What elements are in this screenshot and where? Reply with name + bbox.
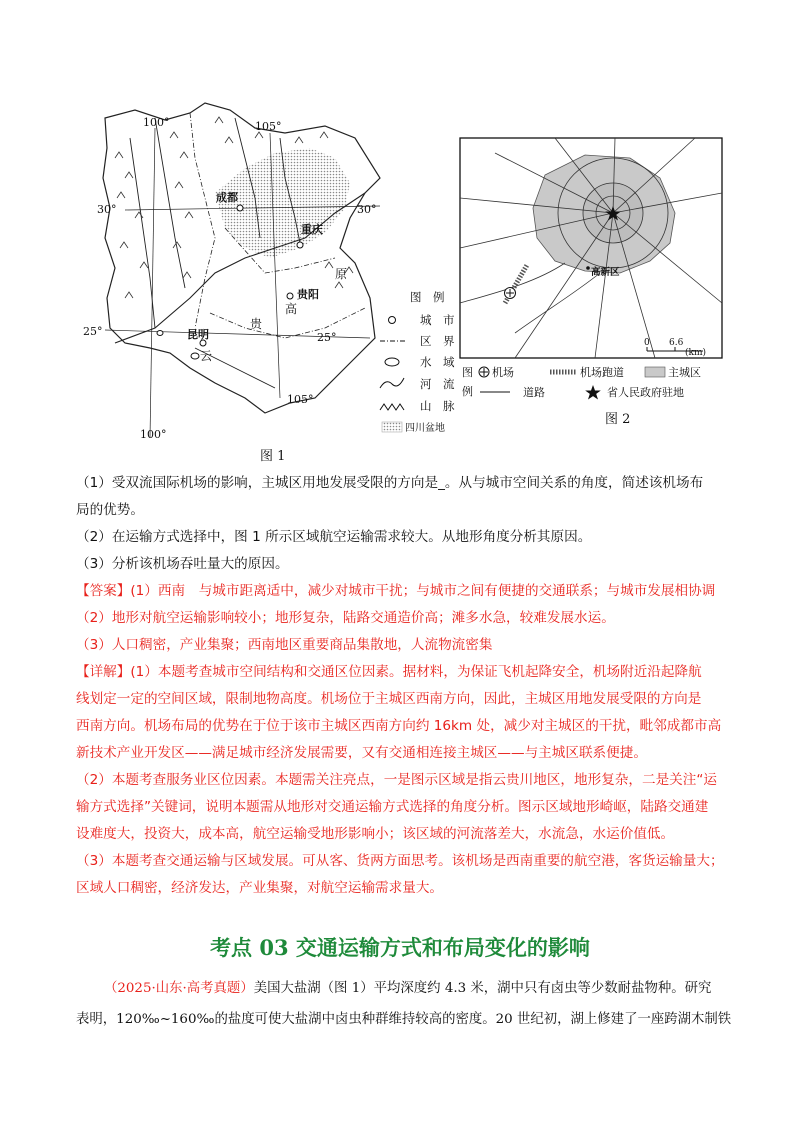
city-chengdu-marker bbox=[237, 205, 243, 211]
label-gao: 高 bbox=[285, 302, 298, 316]
question-1-line-2: 局的优势。 bbox=[76, 502, 144, 518]
label-chongqing: 重庆 bbox=[301, 223, 323, 236]
label-gui: 贵 bbox=[250, 317, 263, 331]
scale-unit: (km) bbox=[685, 348, 707, 358]
legend-airport: 机场 bbox=[492, 366, 514, 379]
legend-main-city: 主城区 bbox=[668, 366, 701, 379]
question-3: （3）分析该机场吞吐量大的原因。 bbox=[76, 556, 289, 572]
label-yun: 云 bbox=[200, 349, 213, 363]
legend-road: 道路 bbox=[523, 386, 545, 399]
fig2-legend-label-1: 图 bbox=[462, 366, 473, 379]
label-guiyang: 贵阳 bbox=[297, 288, 319, 301]
lake bbox=[191, 353, 199, 359]
legend-basin: 四川盆地 bbox=[405, 423, 445, 434]
label-yuan: 原 bbox=[335, 267, 348, 281]
fig1-legend-title: 图 例 bbox=[410, 290, 445, 304]
coord-lon100-top: 100° bbox=[143, 116, 170, 129]
coord-lat30-right: 30° bbox=[357, 203, 377, 216]
label-chengdu: 成都 bbox=[216, 191, 238, 204]
coord-lat25-right: 25° bbox=[317, 331, 337, 344]
coord-lon100-bottom: 100° bbox=[140, 428, 167, 441]
next-question-line-2: 表明，120‰~160‰的盐度可使大盐湖中卤虫种群维持较高的密度。20 世纪初，湖上修建了一座跨湖木制铁 bbox=[76, 1012, 732, 1027]
answer-label: 【答案】 bbox=[76, 583, 131, 599]
detail-2-line-3: 设难度大，投资大，成本高，航空运输受地形影响小；该区域的河流落差大，水流急，水运价值低。 bbox=[76, 826, 675, 842]
legend-city: 城 市 bbox=[420, 313, 455, 327]
city-chongqing-marker bbox=[297, 242, 303, 248]
legend-runway: 机场跑道 bbox=[580, 366, 624, 379]
scale-zero: 0 bbox=[644, 338, 650, 348]
lake bbox=[157, 331, 163, 336]
coord-lat25-left: 25° bbox=[83, 325, 103, 338]
fig2-legend-label-2: 例 bbox=[462, 385, 473, 398]
detail-3-line-2: 区域人口稠密，经济发达，产业集聚，对航空运输需求量大。 bbox=[76, 880, 444, 896]
detail-3-line-1: （3）本题考查交通运输与区域发展。可从客、货两方面思考。该机场是西南重要的航空港，客货运输量大； bbox=[76, 853, 724, 869]
legend-mountain: 山 脉 bbox=[420, 399, 455, 413]
label-kunming: 昆明 bbox=[187, 328, 209, 341]
legend-boundary: 区 界 bbox=[420, 334, 455, 348]
coord-lat30-left: 30° bbox=[97, 203, 117, 216]
city-guiyang-marker bbox=[287, 293, 293, 299]
label-gaoxin: 高新区 bbox=[591, 267, 620, 278]
detail-label: 【详解】 bbox=[76, 664, 131, 680]
figure-1-map bbox=[83, 98, 485, 464]
scale-value: 6.6 bbox=[669, 338, 684, 348]
next-question-line-1 bbox=[104, 975, 764, 1002]
detail-1-line-2: 线划定一定的空间区域，限制地物高度。机场位于主城区西南方向，因此，主城区用地发展受限的方向是 bbox=[76, 691, 702, 707]
legend-river: 河 流 bbox=[420, 377, 455, 391]
fig1-caption: 图 1 bbox=[260, 449, 286, 464]
detail-1-line-3: 西南方向。机场布局的优势在于位于该市主城区西南方向约 16km 处，减少对主城区的干扰，毗邻成都市高 bbox=[76, 718, 722, 734]
section-title: 考点 03 交通运输方式和布局变化的影响 bbox=[210, 935, 590, 960]
legend-gov: 省人民政府驻地 bbox=[607, 386, 684, 399]
detail-1-text: (1）本题考查城市空间结构和交通区位因素。据材料，为保证飞机起降安全，机场附近沿起降航 bbox=[130, 664, 702, 680]
detail-2-line-2: 输方式选择”关键词，说明本题需从地形对交通运输方式选择的角度分析。图示区域地形崎岖，陆路交通建 bbox=[76, 799, 709, 815]
detail-2-line-1: （2）本题考查服务业区位因素。本题需关注亮点，一是图示区域是指云贵川地区，地形复杂，二是关注“运 bbox=[76, 772, 718, 788]
answer-3: （3）人口稠密，产业集聚；西南地区重要商品集散地，人流物流密集 bbox=[76, 637, 493, 653]
question-1-line-1: （1）受双流国际机场的影响，主城区用地发展受限的方向是_。从与城市空间关系的角度，简述该机场布 bbox=[76, 475, 704, 491]
figure-2-city-map bbox=[455, 133, 730, 433]
fig2-caption: 图 2 bbox=[605, 412, 631, 427]
coord-lon105-top: 105° bbox=[255, 120, 282, 133]
answer-1: (1）西南 与城市距离适中，减少对城市干扰；与城市之间有便捷的交通联系；与城市发展相协调 bbox=[130, 583, 716, 599]
answer-line-1 bbox=[76, 578, 736, 605]
detail-1-line-4: 新技术产业开发区——满足城市经济发展需要，又有交通相连接主城区——与主城区联系便捷。 bbox=[76, 745, 647, 761]
question-2: （2）在运输方式选择中，图 1 所示区域航空运输需求较大。从地形角度分析其原因。 bbox=[76, 529, 592, 545]
question-source: （2025·山东·高考真题） bbox=[104, 981, 254, 996]
detail-1-line-1 bbox=[76, 659, 736, 686]
legend-water: 水 域 bbox=[420, 355, 455, 369]
region-boundary bbox=[103, 103, 380, 413]
answer-2: （2）地形对航空运输影响较小；地形复杂，陆路交通造价高；滩多水急，较难发展水运。 bbox=[76, 610, 615, 626]
coord-lon105-bottom: 105° bbox=[287, 393, 314, 406]
next-question-text-1: 美国大盐湖（图 1）平均深度约 4.3 米，湖中只有卤虫等少数耐盐物种。研究 bbox=[253, 981, 712, 996]
